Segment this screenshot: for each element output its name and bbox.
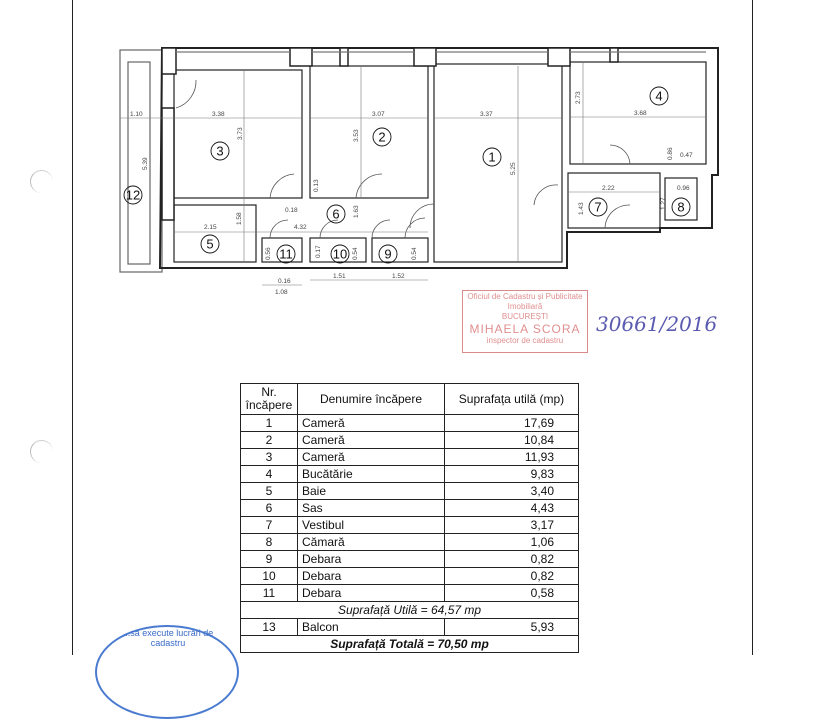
dim-label: 0.47 [680,152,693,159]
header-nr: Nr. încăpere [241,384,298,415]
table-row [241,449,579,466]
dim-label: 3.38 [212,111,225,118]
cell-name: Cameră [298,415,445,432]
table-row [241,585,579,602]
dim-label: 2.73 [575,91,582,104]
dim-label: 0.17 [315,245,322,258]
cell-nr: 9 [241,551,298,568]
stamp-line: inspector de cadastru [486,336,564,345]
dim-label: 1.58 [236,212,243,225]
cell-name: Debara [298,551,445,568]
table-row [241,466,579,483]
room-label-2: 2 [378,129,386,145]
table-row [241,534,579,551]
dim-label: 4.32 [294,224,307,231]
cell-name: Debara [298,568,445,585]
cell-nr: 5 [241,483,298,500]
cell-area: 10,84 [445,432,579,449]
dim-label: 0.86 [667,147,674,160]
table-row [241,500,579,517]
cell-area: 5,93 [445,619,579,636]
cell-name: Vestibul [298,517,445,534]
table-row [241,517,579,534]
dim-label: 0.56 [265,247,272,260]
dim-label: 0.13 [313,179,320,192]
dim-label: 2.22 [602,185,615,192]
cadastre-stamp [462,290,588,353]
cell-area: 0,58 [445,585,579,602]
cell-nr: 6 [241,500,298,517]
dim-label: 1.63 [353,205,360,218]
punch-hole [30,440,53,463]
cell-nr: 7 [241,517,298,534]
room-label-5: 5 [206,236,214,252]
cell-area: 3,40 [445,483,579,500]
cell-area: 17,69 [445,415,579,432]
total-area: Suprafață Totală = 70,50 mp [241,636,579,653]
dim-label: 1.10 [130,111,143,118]
cell-name: Cameră [298,449,445,466]
cell-name: Baie [298,483,445,500]
total-area-row [241,636,579,653]
cell-nr: 3 [241,449,298,466]
cell-name: Balcon [298,619,445,636]
dim-label: 0.54 [411,247,418,260]
cell-area: 4,43 [445,500,579,517]
dim-label: 3.68 [634,110,647,117]
stamp-inspector-name: MIHAELA SCORA [469,322,581,336]
dim-label: 2.15 [204,224,217,231]
dim-label: 5.25 [510,162,517,175]
dim-label: 0.96 [677,185,690,192]
cell-area: 9,83 [445,466,579,483]
dim-label: 0.18 [285,207,298,214]
cell-nr: 2 [241,432,298,449]
cell-area: 0,82 [445,568,579,585]
dim-label: 5.39 [142,157,149,170]
room-label-10: 10 [332,246,348,262]
room-label-1: 1 [488,149,496,165]
dim-label: 1.08 [275,289,288,296]
cell-area: 1,06 [445,534,579,551]
useful-area-total: Suprafață Utilă = 64,57 mp [241,602,579,619]
room-label-11: 11 [279,246,293,262]
header-area: Suprafața utilă (mp) [445,384,579,415]
dim-label: 1.43 [578,202,585,215]
dim-label: 1.27 [660,197,667,210]
stamp-line: BUCUREȘTI [501,312,549,321]
table-row [241,619,579,636]
dim-label: 3.73 [237,127,244,140]
dim-label: 3.37 [480,111,493,118]
cell-nr: 4 [241,466,298,483]
cell-nr: 8 [241,534,298,551]
table-row [241,483,579,500]
cell-name: Cameră [298,432,445,449]
cell-nr: 13 [241,619,298,636]
room-label-7: 7 [594,199,602,215]
handwritten-number: 30661/2016 [596,312,718,336]
table-row [241,432,579,449]
cell-nr: 1 [241,415,298,432]
dim-label: 1.52 [392,273,405,280]
room-label-3: 3 [216,143,224,159]
rooms-table [240,383,579,653]
blue-seal-text: ...să execute lucrări de cadastru [122,628,214,648]
room-label-9: 9 [384,246,392,262]
cell-name: Bucătărie [298,466,445,483]
stamp-line: Oficiul de Cadastru și Publicitate Imobiliară [467,292,583,311]
dim-label: 3.07 [372,111,385,118]
cell-nr: 11 [241,585,298,602]
cell-name: Cămară [298,534,445,551]
room-label-8: 8 [677,199,685,215]
cell-area: 11,93 [445,449,579,466]
dim-label: 3.53 [353,129,360,142]
useful-area-row [241,602,579,619]
table-row [241,568,579,585]
cell-area: 3,17 [445,517,579,534]
balcony-outline [120,50,162,272]
dim-label: 1.51 [333,273,346,280]
table-row [241,415,579,432]
room-label-4: 4 [655,88,663,104]
dim-label: 0.16 [278,278,291,285]
header-name: Denumire încăpere [298,384,445,415]
room-label-12: 12 [125,187,141,203]
cell-name: Sas [298,500,445,517]
room-label-6: 6 [332,206,340,222]
dim-label: 0.54 [352,247,359,260]
cell-nr: 10 [241,568,298,585]
cell-name: Debara [298,585,445,602]
table-row [241,551,579,568]
cell-area: 0,82 [445,551,579,568]
